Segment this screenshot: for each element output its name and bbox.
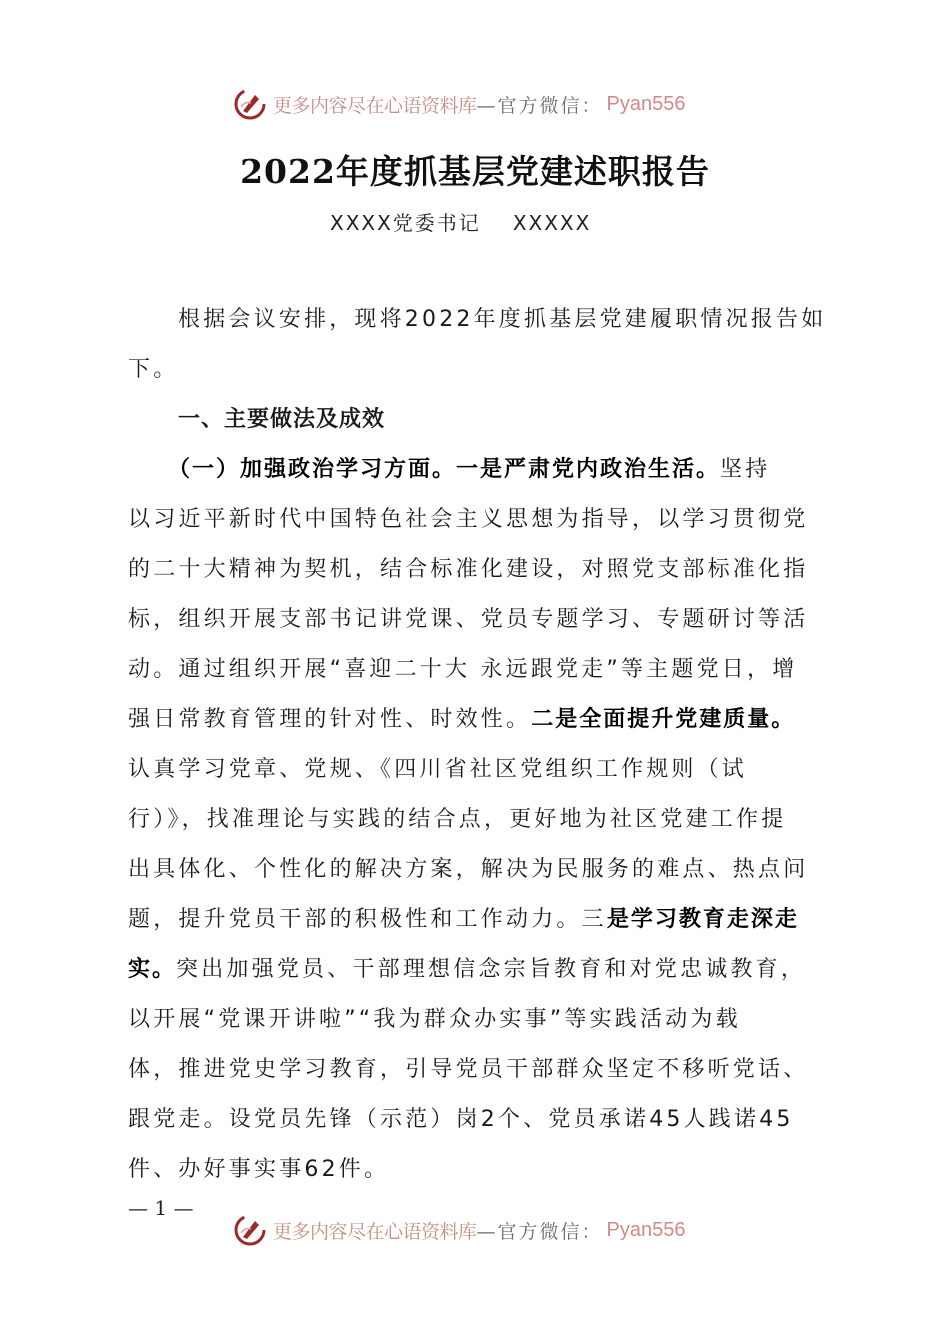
para-line-13: 体，推进党史学习教育，引导党员干部群众坚定不移听党话、 xyxy=(128,1057,809,1082)
bold-point-2: 二是全面提升党建质量。 xyxy=(531,707,796,732)
subsection-heading: （一）加强政治学习方面。一是严肃党内政治生活。 xyxy=(168,457,721,482)
para-line-3: 的二十大精神为契机，结合标准化建设，对照党支部标准化指 xyxy=(128,557,809,582)
para-line-1 xyxy=(168,455,828,485)
section-heading: 一、主要做法及成效 xyxy=(178,407,386,432)
pen-nib-logo-icon xyxy=(233,87,267,121)
watermark-text-main: 更多内容尽在心语资料库 xyxy=(273,94,477,117)
para-line-6 xyxy=(128,705,838,735)
watermark-text-main: 更多内容尽在心语资料库 xyxy=(273,1220,477,1243)
document-subtitle xyxy=(330,207,591,236)
para-line-11 xyxy=(128,955,838,985)
page-number: — 1 — xyxy=(128,1196,194,1220)
para-line-10 xyxy=(128,905,838,935)
subtitle-name: XXXXX xyxy=(512,211,592,235)
para-text: 题，提升党员干部的积极性和工作动力。三 xyxy=(128,907,607,932)
intro-line-2: 下。 xyxy=(128,357,179,382)
pen-nib-logo-icon xyxy=(233,1213,267,1247)
watermark-text-separator: —官方微信： xyxy=(476,1220,603,1243)
document-title: 2022年度抓基层党建述职报告 xyxy=(240,152,710,191)
watermark-text-id: Pyan556 xyxy=(606,1218,686,1241)
watermark-text-separator: —官方微信： xyxy=(476,94,603,117)
para-text: 强日常教育管理的针对性、时效性。 xyxy=(128,707,532,732)
para-line-4: 标，组织开展支部书记讲党课、党员专题学习、专题研讨等活 xyxy=(128,607,809,632)
watermark-footer xyxy=(233,1210,686,1250)
watermark-header xyxy=(233,84,686,124)
para-text: 突出加强党员、干部理想信念宗旨教育和对党忠诚教育， xyxy=(176,957,807,982)
para-line-7: 认真学习党章、党规、《四川省社区党组织工作规则（试 xyxy=(128,757,748,782)
para-line-12: 以开展“党课开讲啦”“我为群众办实事”等实践活动为载 xyxy=(128,1007,741,1032)
bold-point-3: 是学习教育走深走 xyxy=(606,907,799,932)
para-line-2: 以习近平新时代中国特色社会主义思想为指导，以学习贯彻党 xyxy=(128,507,809,532)
para-text: 坚持 xyxy=(720,457,771,482)
intro-line-1: 根据会议安排，现将2022年度抓基层党建履职情况报告如 xyxy=(178,307,827,332)
para-line-8: 行）》，找准理论与实践的结合点，更好地为社区党建工作提 xyxy=(128,807,787,832)
subtitle-role: XXXX党委书记 xyxy=(330,211,481,235)
para-line-15: 件、办好事实事62件。 xyxy=(128,1157,390,1182)
para-line-14: 跟党走。设党员先锋（示范）岗2个、党员承诺45人践诺45 xyxy=(128,1107,794,1132)
para-line-5: 动。通过组织开展“喜迎二十大 永远跟党走”等主题党日，增 xyxy=(128,657,798,682)
para-line-9: 出具体化、个性化的解决方案，解决为民服务的难点、热点问 xyxy=(128,857,809,882)
watermark-text-id: Pyan556 xyxy=(606,92,686,115)
bold-point-3-end: 实。 xyxy=(128,957,177,982)
